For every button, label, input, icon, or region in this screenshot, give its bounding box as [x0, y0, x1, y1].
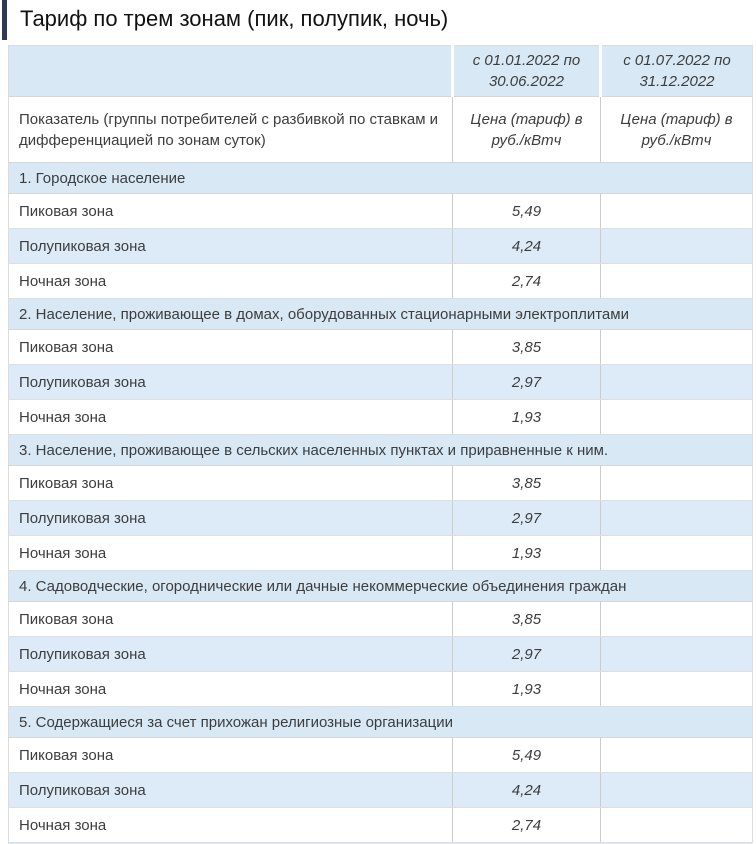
price-period1: 2,97: [453, 501, 601, 536]
period-2-header: с 01.07.2022 по 31.12.2022: [601, 46, 753, 97]
price-period2: [601, 738, 753, 773]
indicator-header: Показатель (группы потребителей с разбивкой по ставкам и дифференциацией по зонам суток): [9, 97, 453, 163]
section-row: [9, 163, 753, 194]
price-period1: 3,85: [453, 466, 601, 501]
zone-label: Пиковая зона: [9, 466, 453, 501]
section-title: 3. Население, проживающее в сельских населенных пунктах и приравненные к ним.: [9, 435, 753, 466]
tariff-row: [9, 501, 753, 536]
section-row: [9, 299, 753, 330]
zone-label: Пиковая зона: [9, 194, 453, 229]
price-period2: [601, 501, 753, 536]
price-period2: [601, 400, 753, 435]
price-period1: 2,74: [453, 264, 601, 299]
price-period2: [601, 672, 753, 707]
price-period2: [601, 194, 753, 229]
price-period2: [601, 536, 753, 571]
zone-label: Полупиковая зона: [9, 637, 453, 672]
empty-header-cell: [9, 46, 453, 97]
tariff-row: [9, 264, 753, 299]
price-period2: [601, 808, 753, 843]
period-1-header: с 01.01.2022 по 30.06.2022: [453, 46, 601, 97]
price-period1: 2,97: [453, 637, 601, 672]
price-period2: [601, 365, 753, 400]
table-header-periods: [9, 46, 753, 97]
tariff-table: [8, 45, 753, 843]
page-title: Тариф по трем зонам (пик, полупик, ночь): [20, 6, 449, 31]
tariff-row: [9, 602, 753, 637]
price-period2: [601, 466, 753, 501]
price-period1: 1,93: [453, 536, 601, 571]
zone-label: Полупиковая зона: [9, 365, 453, 400]
tariff-row: [9, 330, 753, 365]
price-period1: 5,49: [453, 194, 601, 229]
section-title: 1. Городское население: [9, 163, 753, 194]
price-period1: 3,85: [453, 330, 601, 365]
price-period1: 2,74: [453, 808, 601, 843]
tariff-row: [9, 466, 753, 501]
tariff-row: [9, 194, 753, 229]
zone-label: Ночная зона: [9, 264, 453, 299]
zone-label: Ночная зона: [9, 808, 453, 843]
price-period2: [601, 602, 753, 637]
zone-label: Полупиковая зона: [9, 501, 453, 536]
price-unit-2-header: Цена (тариф) в руб./кВтч: [601, 97, 753, 163]
tariff-row: [9, 738, 753, 773]
price-unit-1-header: Цена (тариф) в руб./кВтч: [453, 97, 601, 163]
section-row: [9, 571, 753, 602]
section-title: 5. Содержащиеся за счет прихожан религиозные организации: [9, 707, 753, 738]
price-period1: 4,24: [453, 773, 601, 808]
price-period1: 3,85: [453, 602, 601, 637]
zone-label: Полупиковая зона: [9, 229, 453, 264]
tariff-row: [9, 808, 753, 843]
price-period2: [601, 264, 753, 299]
zone-label: Ночная зона: [9, 536, 453, 571]
zone-label: Ночная зона: [9, 400, 453, 435]
tariff-row: [9, 672, 753, 707]
zone-label: Пиковая зона: [9, 738, 453, 773]
zone-label: Пиковая зона: [9, 602, 453, 637]
price-period1: 1,93: [453, 400, 601, 435]
tariff-row: [9, 400, 753, 435]
zone-label: Пиковая зона: [9, 330, 453, 365]
zone-label: Полупиковая зона: [9, 773, 453, 808]
section-title: 2. Население, проживающее в домах, оборудованных стационарными электроплитами: [9, 299, 753, 330]
tariff-row: [9, 773, 753, 808]
tariff-row: [9, 365, 753, 400]
zone-label: Ночная зона: [9, 672, 453, 707]
tariff-row: [9, 536, 753, 571]
price-period1: 2,97: [453, 365, 601, 400]
tariff-row: [9, 229, 753, 264]
section-row: [9, 435, 753, 466]
price-period1: 1,93: [453, 672, 601, 707]
price-period2: [601, 773, 753, 808]
price-period1: 5,49: [453, 738, 601, 773]
price-period2: [601, 229, 753, 264]
table-header-units: [9, 97, 753, 163]
price-period1: 4,24: [453, 229, 601, 264]
tariff-row: [9, 637, 753, 672]
title-block: [0, 0, 756, 40]
section-title: 4. Садоводческие, огороднические или дачные некоммерческие объединения граждан: [9, 571, 753, 602]
price-period2: [601, 637, 753, 672]
section-row: [9, 707, 753, 738]
price-period2: [601, 330, 753, 365]
